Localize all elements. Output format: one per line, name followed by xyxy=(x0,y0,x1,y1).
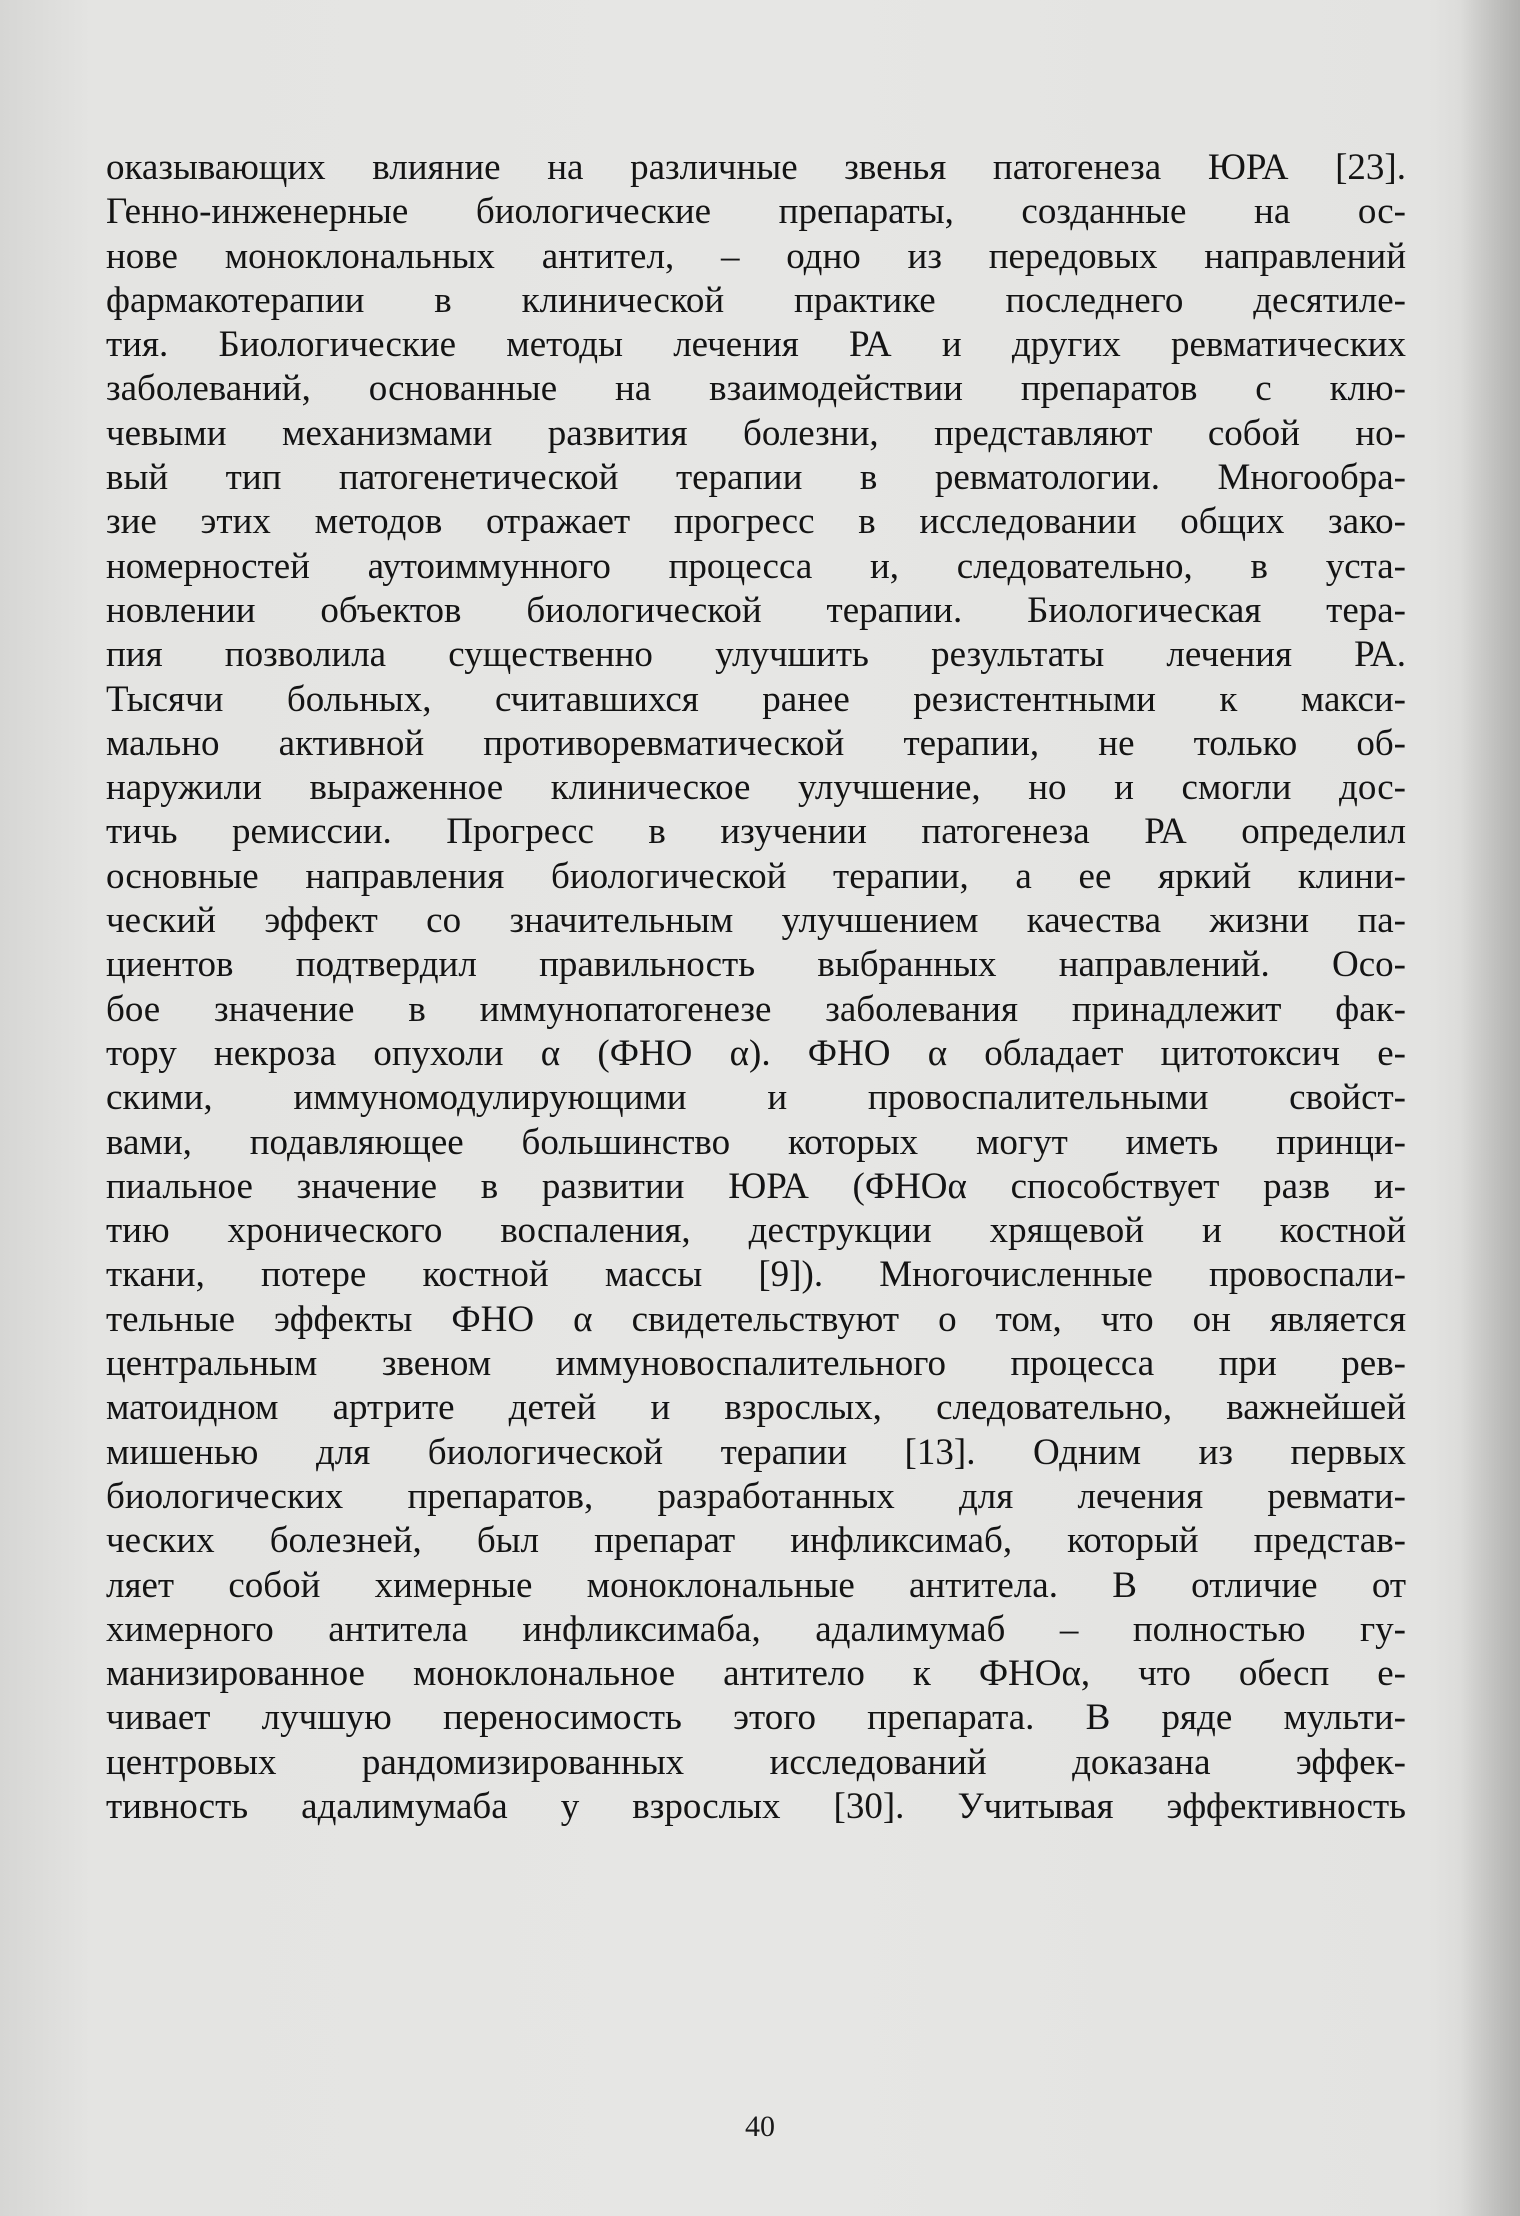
text-line: циентов подтвердил правильность выбранных направлений. Осо- xyxy=(106,944,1406,986)
text-line: зие этих методов отражает прогресс в исследовании общих зако- xyxy=(106,501,1406,543)
text-line: ляет собой химерные моноклональные антитела. В отличие от xyxy=(106,1564,1406,1606)
text-line: чивает лучшую переносимость этого препарата. В ряде мульти- xyxy=(106,1697,1406,1739)
text-line: пиальное значение в развитии ЮРА (ФНОα способствует разв и- xyxy=(106,1165,1406,1207)
text-line: тору некроза опухоли α (ФНО α). ФНО α обладает цитотоксич е- xyxy=(106,1032,1406,1074)
text-line: тию хронического воспаления, деструкции хрящевой и костной xyxy=(106,1210,1406,1252)
page-number: 40 xyxy=(745,2110,775,2143)
text-line: тивность адалимумаба у взрослых [30]. Учитывая эффективность xyxy=(106,1785,1406,1827)
text-line: новлении объектов биологической терапии. Биологическая тера- xyxy=(106,589,1406,631)
text-line: чевыми механизмами развития болезни, представляют собой но- xyxy=(106,412,1406,454)
text-line: ческий эффект со значительным улучшением качества жизни па- xyxy=(106,900,1406,942)
text-line: тельные эффекты ФНО α свидетельствуют о том, что он является xyxy=(106,1298,1406,1340)
text-line: фармакотерапии в клинической практике последнего десятиле- xyxy=(106,279,1406,321)
text-line: манизированное моноклональное антитело к ФНОα, что обесп е- xyxy=(106,1653,1406,1695)
text-line: нове моноклональных антител, – одно из передовых направлений xyxy=(106,235,1406,277)
text-line: ческих болезней, был препарат инфликсимаб, который представ- xyxy=(106,1520,1406,1562)
text-line: биологических препаратов, разработанных для лечения ревмати- xyxy=(106,1475,1406,1517)
text-line: номерностей аутоиммунного процесса и, следовательно, в уста- xyxy=(106,545,1406,587)
text-line: мально активной противоревматической терапии, не только об- xyxy=(106,722,1406,764)
text-line: бое значение в иммунопатогенезе заболевания принадлежит фак- xyxy=(106,988,1406,1030)
text-line: Генно-инженерные биологические препараты, созданные на ос- xyxy=(106,191,1406,233)
text-line: вами, подавляющее большинство которых могут иметь принци- xyxy=(106,1121,1406,1163)
text-line: заболеваний, основанные на взаимодействии препаратов с клю- xyxy=(106,368,1406,410)
text-line: тия. Биологические методы лечения РА и других ревматических xyxy=(106,324,1406,366)
text-line: основные направления биологической терапии, а ее яркий клини- xyxy=(106,855,1406,897)
text-line: ткани, потере костной массы [9]). Многочисленные провоспали- xyxy=(106,1254,1406,1296)
text-line: матоидном артрите детей и взрослых, следовательно, важнейшей xyxy=(106,1387,1406,1429)
page-edge-shadow xyxy=(1460,0,1520,2216)
text-line: скими, иммуномодулирующими и провоспалительными свойст- xyxy=(106,1077,1406,1119)
text-line: центральным звеном иммуновоспалительного процесса при рев- xyxy=(106,1343,1406,1385)
text-line: центровых рандомизированных исследований доказана эффек- xyxy=(106,1741,1406,1783)
text-line: оказывающих влияние на различные звенья патогенеза ЮРА [23]. xyxy=(106,147,1406,188)
text-line: мишенью для биологической терапии [13]. Одним из первых xyxy=(106,1431,1406,1473)
body-text xyxy=(106,146,1406,1829)
text-line: Тысячи больных, считавшихся ранее резистентными к макси- xyxy=(106,678,1406,720)
text-line: вый тип патогенетической терапии в ревматологии. Многообра- xyxy=(106,457,1406,499)
text-line: тичь ремиссии. Прогресс в изучении патогенеза РА определил xyxy=(106,811,1406,853)
text-line: химерного антитела инфликсимаба, адалимумаб – полностью гу- xyxy=(106,1608,1406,1650)
text-line: наружили выраженное клиническое улучшение, но и смогли дос- xyxy=(106,767,1406,809)
text-line: пия позволила существенно улучшить результаты лечения РА. xyxy=(106,634,1406,676)
